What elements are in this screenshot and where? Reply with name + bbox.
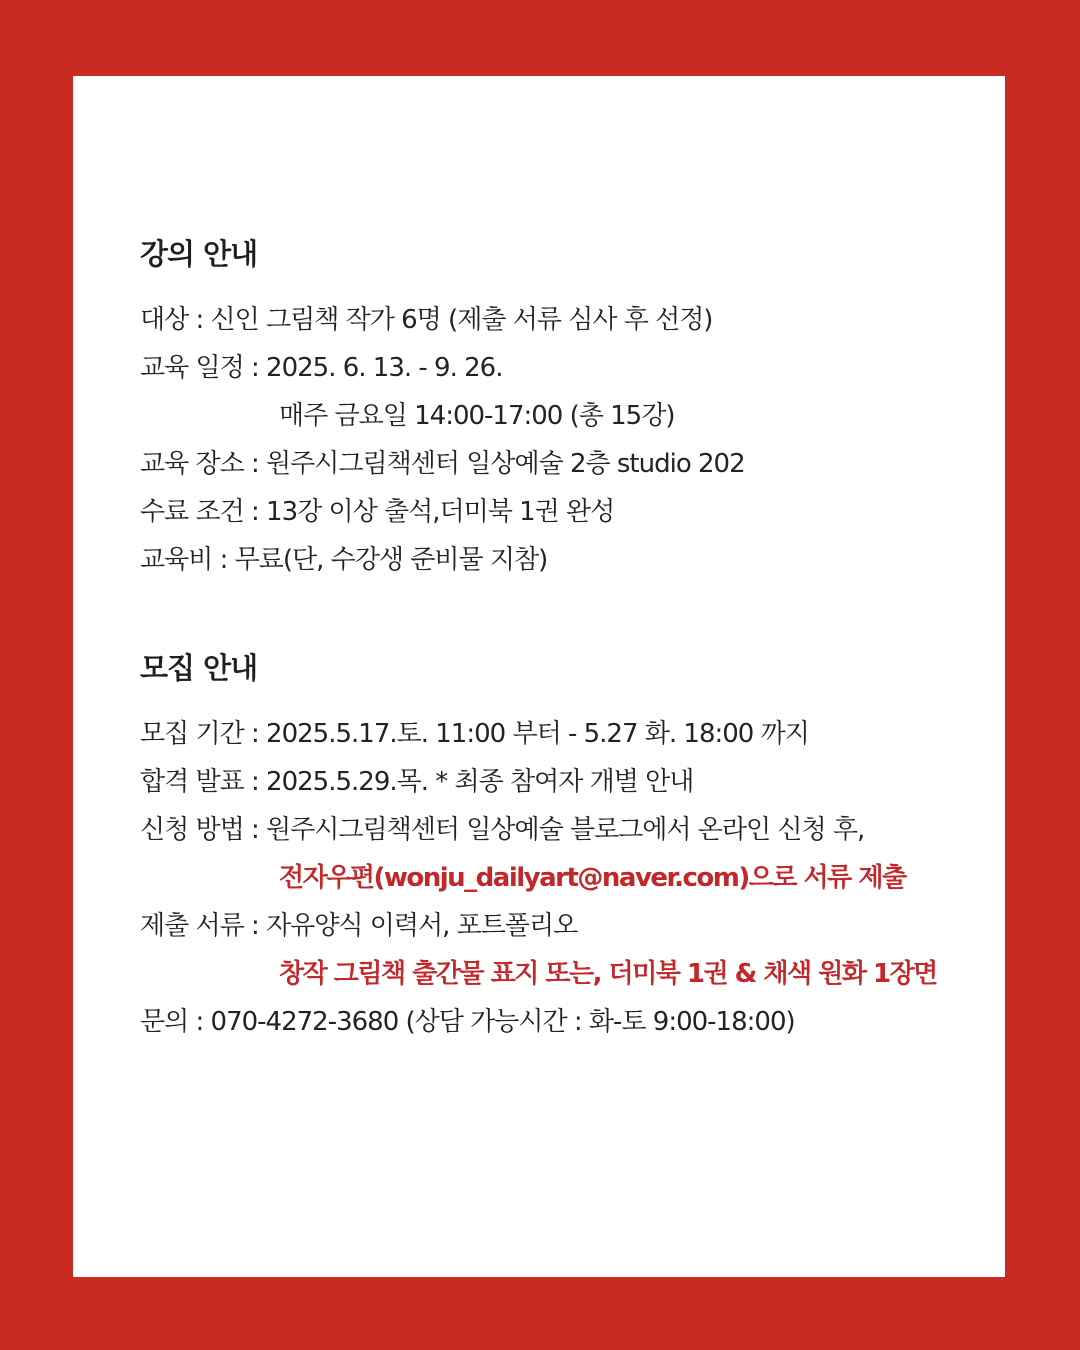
fee-label: 교육비 : <box>140 545 235 575</box>
apply-method-value: 원주시그림책센터 일상예술 블로그에서 온라인 신청 후, <box>266 815 865 845</box>
lecture-info-section <box>140 234 990 584</box>
contact-label: 문의 : <box>140 1007 211 1037</box>
schedule-label: 교육 일정 : <box>140 353 267 383</box>
completion-row <box>140 488 990 536</box>
apply-method-row <box>140 806 990 854</box>
schedule-row <box>140 344 990 392</box>
fee-value: 무료(단, 수강생 준비물 지참) <box>234 545 548 575</box>
recruit-period-label: 모집 기간 : <box>140 719 267 749</box>
apply-method-email-note: 전자우편(wonju_dailyart@naver.com)으로 서류 제출 <box>279 863 906 893</box>
documents-label: 제출 서류 : <box>140 911 267 941</box>
recruit-info-section <box>140 648 990 1046</box>
contact-row <box>140 998 990 1046</box>
documents-value: 자유양식 이력서, 포트폴리오 <box>266 911 578 941</box>
venue-row <box>140 440 990 488</box>
venue-value: 원주시그림책센터 일상예술 2층 studio 202 <box>266 449 745 479</box>
schedule-value: 2025. 6. 13. - 9. 26. <box>266 353 503 383</box>
schedule-time: 매주 금요일 14:00-17:00 (총 15강) <box>279 401 675 431</box>
venue-label: 교육 장소 : <box>140 449 267 479</box>
recruit-info-title: 모집 안내 <box>140 651 258 685</box>
documents-row <box>140 902 990 950</box>
documents-note: 창작 그림책 출간물 표지 또는, 더미북 1권 & 채색 원화 1장면 <box>279 959 937 989</box>
target-value: 신인 그림책 작가 6명 (제출 서류 심사 후 선정) <box>210 305 713 335</box>
completion-value: 13강 이상 출석,더미북 1권 완성 <box>266 497 615 527</box>
apply-method-label: 신청 방법 : <box>140 815 267 845</box>
target-row <box>140 296 990 344</box>
announcement-value: 2025.5.29.목. * 최종 참여자 개별 안내 <box>266 767 694 797</box>
target-label: 대상 : <box>140 305 211 335</box>
recruit-period-row <box>140 710 990 758</box>
lecture-info-title: 강의 안내 <box>140 237 258 271</box>
announcement-row <box>140 758 990 806</box>
recruit-period-value: 2025.5.17.토. 11:00 부터 - 5.27 화. 18:00 까지 <box>266 719 809 749</box>
poster-panel <box>73 76 1005 1277</box>
completion-label: 수료 조건 : <box>140 497 267 527</box>
contact-value: 070-4272-3680 (상담 가능시간 : 화-토 9:00-18:00) <box>210 1007 795 1037</box>
announcement-label: 합격 발표 : <box>140 767 267 797</box>
fee-row <box>140 536 990 584</box>
